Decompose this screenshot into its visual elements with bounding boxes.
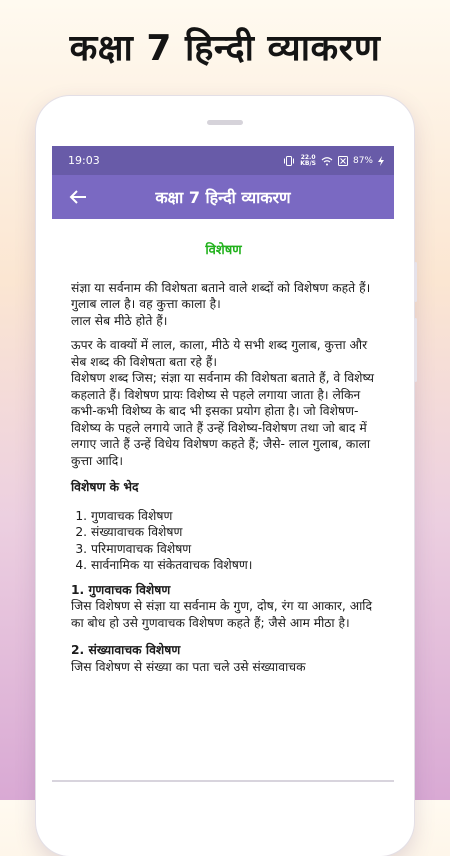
- network-speed-value: 22.0: [300, 153, 316, 161]
- types-heading: विशेषण के भेद: [71, 480, 139, 494]
- app-screen: [52, 146, 394, 800]
- subsection-title: 2. संख्यावाचक विशेषण: [71, 643, 181, 657]
- network-speed-unit: KB/S: [300, 159, 316, 167]
- screen-divider: [52, 780, 394, 782]
- lesson-content: [52, 243, 394, 675]
- section-title: विशेषण: [205, 243, 242, 258]
- paragraph: लाल सेब मीठे होते हैं।: [71, 313, 168, 328]
- list-item: 1. गुणवाचक विशेषण: [91, 508, 376, 525]
- phone-speaker: [207, 120, 243, 125]
- battery-percent: 87%: [352, 155, 373, 166]
- network-speed: [300, 155, 316, 167]
- phone-side-button: [414, 262, 417, 302]
- promo-banner-title: कक्षा 7 हिन्दी व्याकरण: [69, 28, 381, 69]
- vibrate-icon: [283, 156, 295, 166]
- paragraph: संज्ञा या सर्वनाम की विशेषता बताने वाले शब्दों को विशेषण कहते हैं।: [71, 280, 371, 295]
- types-list: [71, 508, 376, 574]
- status-bar: [52, 146, 394, 175]
- back-button[interactable]: [64, 183, 92, 211]
- paragraph: जिस विशेषण से संख्या का पता चले उसे संख्यावाचक: [71, 659, 306, 674]
- app-bar: [52, 175, 394, 219]
- arrow-left-icon: [69, 189, 87, 205]
- paragraph: ऊपर के वाक्यों में लाल, काला, मीठे ये सभी शब्द गुलाब, कुत्ता और सेब शब्द की विशेषता बता रहे हैं।: [71, 338, 368, 369]
- paragraph: गुलाब लाल है। वह कुत्ता काला है।: [71, 297, 221, 311]
- list-item: 3. परिमाणवाचक विशेषण: [91, 541, 376, 558]
- status-time: 19:03: [68, 154, 100, 167]
- app-title: कक्षा 7 हिन्दी व्याकरण: [155, 188, 291, 207]
- paragraph: विशेषण शब्द जिस; संज्ञा या सर्वनाम की विशेषता बताते हैं, वे विशेष्य कहलाते हैं। विशेषण प्रायः विशेष्य से पहले लगाया जाता है। लेकिन कभी-कभी विशेष्य के बाद भी इसका प्रयोग होता है। जो विशेषण-विशेष्य के पहले लगाये जाते हैं उन्हें विशेष्य-विशेषण तथा जो बाद में लगाए जाते हैं उन्हें विधेय विशेषण कहते हैं; जैसे- लाल गुलाब, काला कुत्ता आदि।: [71, 371, 375, 468]
- list-item: 4. सार्वनामिक या संकेतवाचक विशेषण।: [91, 557, 376, 574]
- subsection-title: 1. गुणवाचक विशेषण: [71, 582, 171, 597]
- paragraph: जिस विशेषण से संज्ञा या सर्वनाम के गुण, दोष, रंग या आकार, आदि का बोध हो उसे गुणवाचक विशेषण कहते हैं; जैसे आम मीठा है।: [71, 599, 373, 630]
- charging-icon: [378, 156, 384, 166]
- phone-side-button: [414, 318, 417, 382]
- wifi-icon: [321, 156, 333, 166]
- status-icons: [283, 155, 384, 167]
- list-item: 2. संख्यावाचक विशेषण: [91, 524, 376, 541]
- sim-blocked-icon: [338, 156, 348, 166]
